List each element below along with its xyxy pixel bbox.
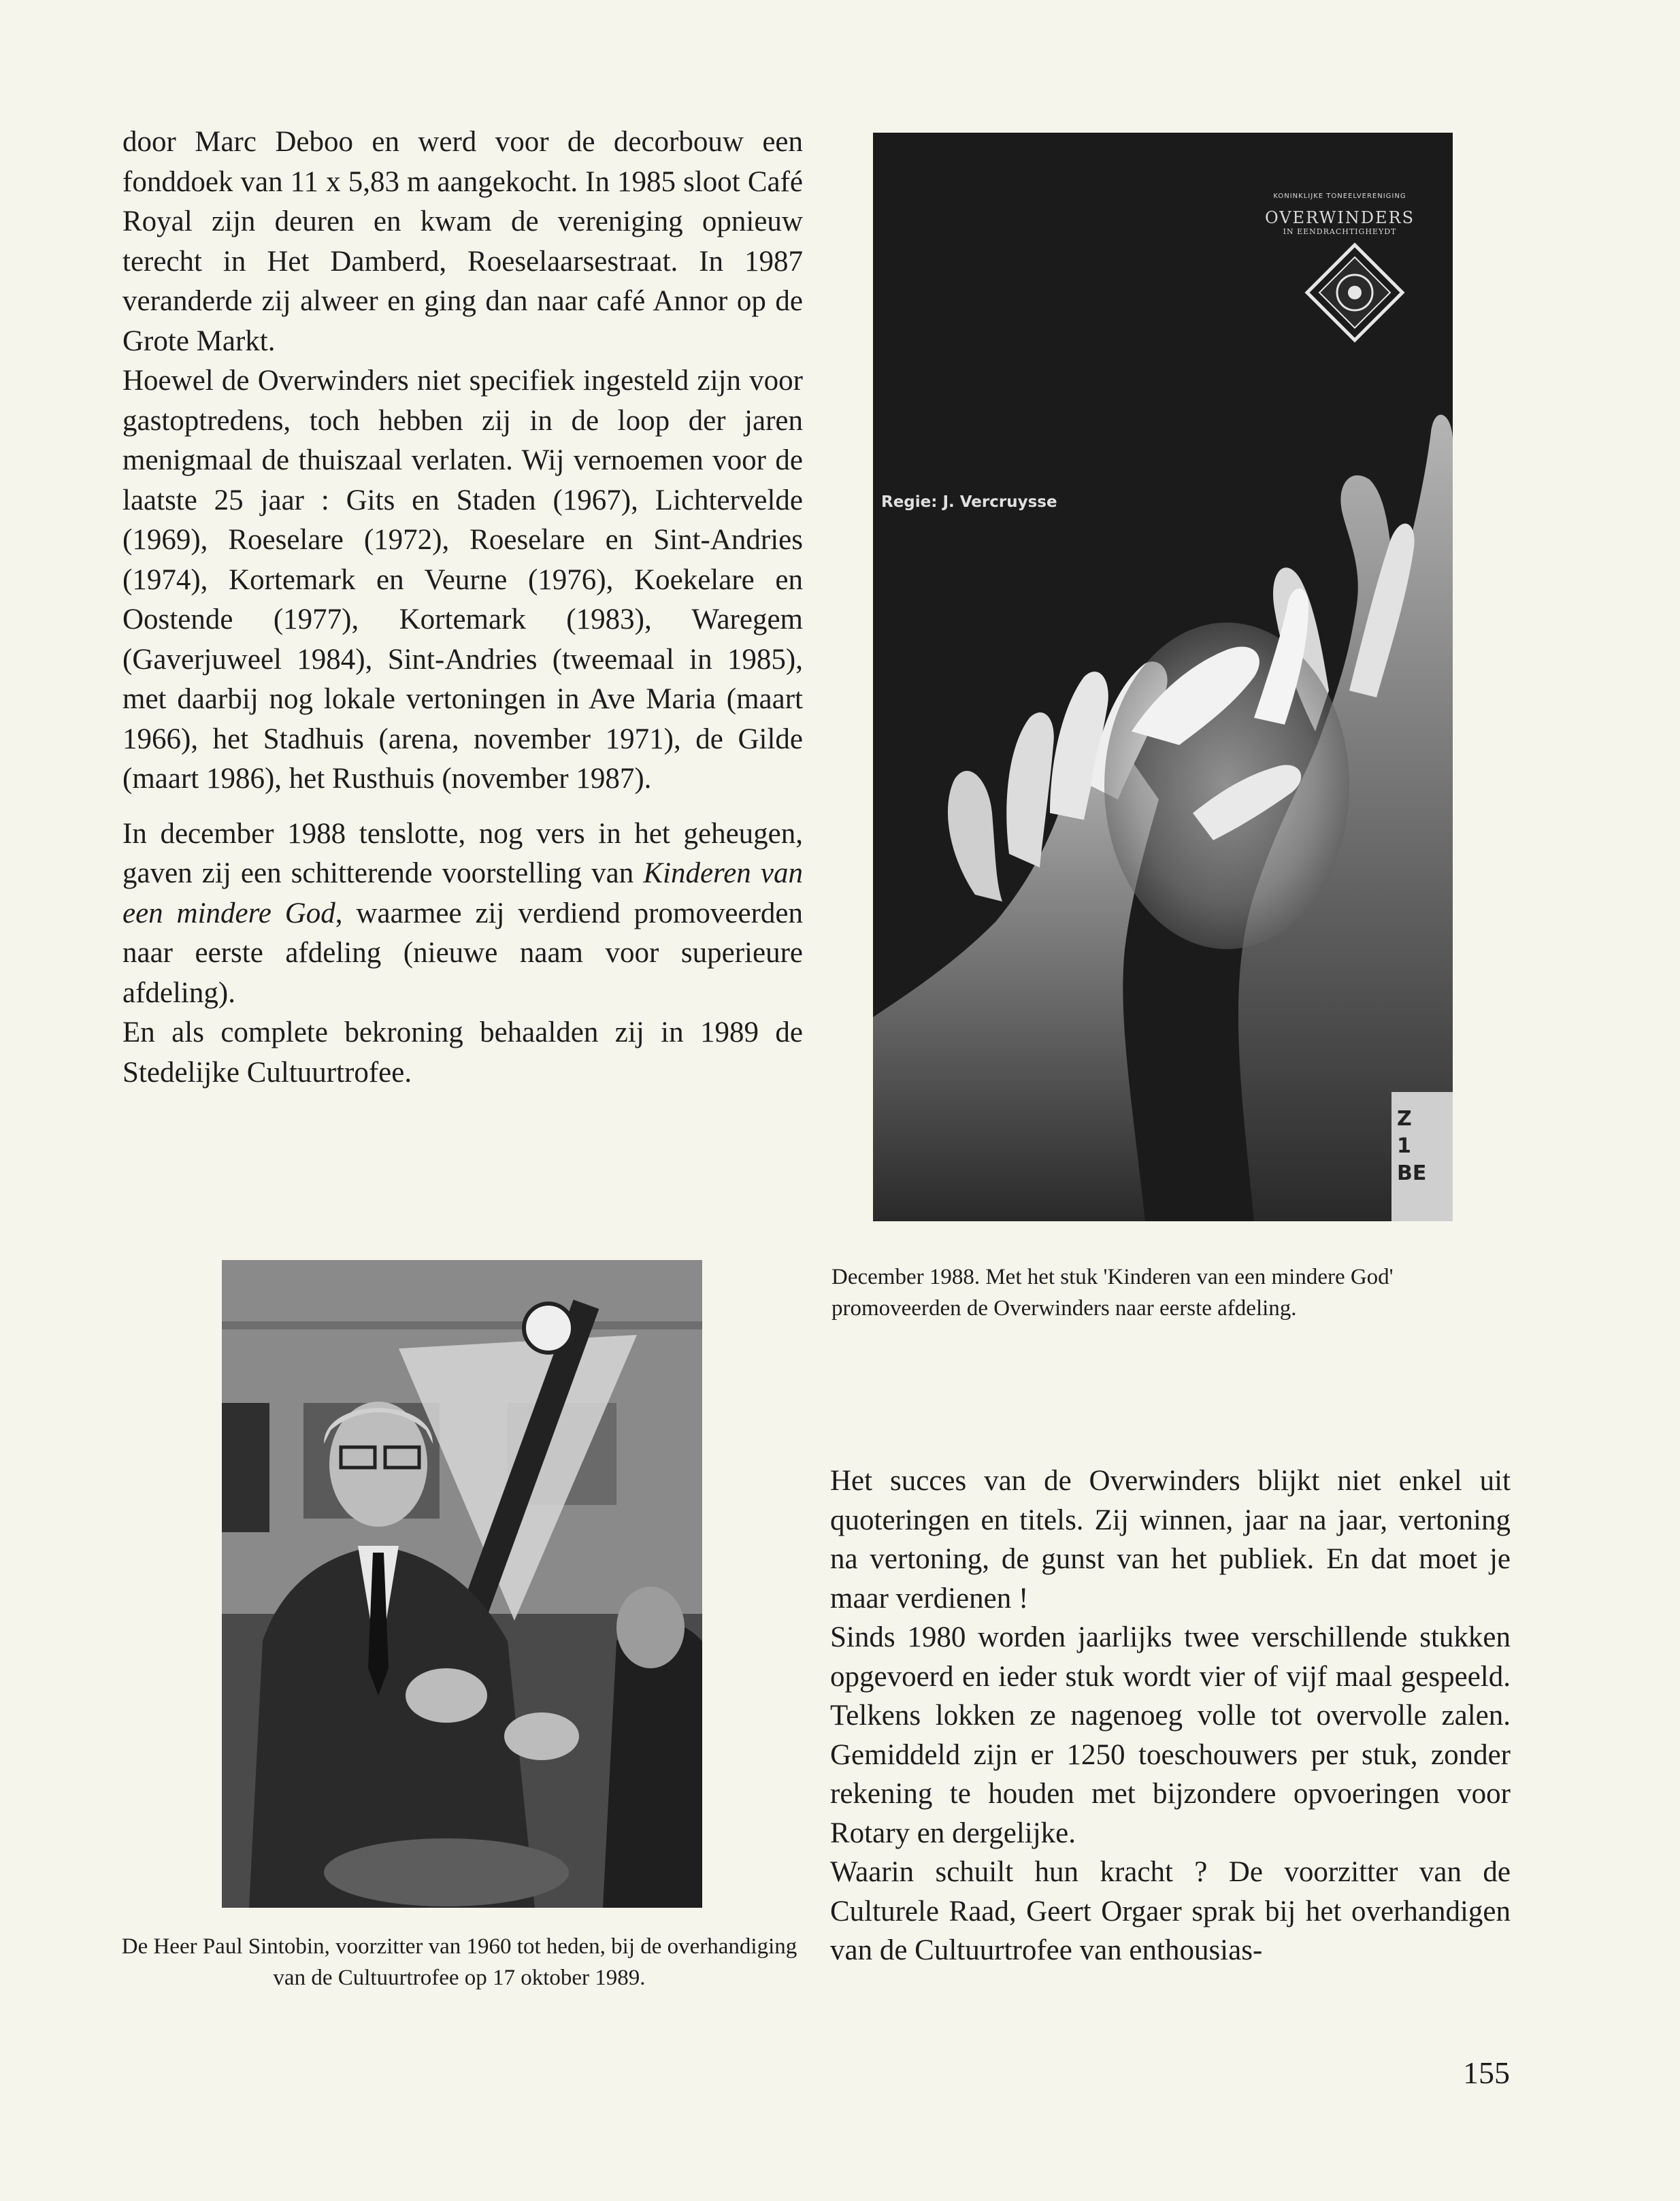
emblem-icon (1307, 245, 1402, 340)
hands-illustration (873, 133, 1453, 1221)
poster-fragment-3: BE (1397, 1161, 1427, 1185)
paragraph-guest-performances: Hoewel de Overwinders niet specifiek ingesteld zijn voor gastoptredens, toch hebben zij in de loop der jaren menigmaal de thuiszaal verlaten. Wij vernoemen voor de laatste 25 jaar : Gits en Staden (1967), Lichtervelde (1969), Roeselare (1972), Roeselare en Sint-Andries (1974), Kortemark en Veurne (1976), Koekelare en Oostende (1977), Kortemark (1983), Waregem (Gaverjuweel 1984), Sint-Andries (tweemaal in 1985), met daarbij nog lokale vertoningen in Ave Maria (maart 1966), het Stadhuis (arena, november 1971), de Gilde (maart 1986), het Rusthuis (november 1987). (122, 365, 803, 795)
poster-fragment-1: Z (1397, 1107, 1412, 1131)
right-column (830, 1461, 1511, 1970)
paragraph-strength: Waarin schuilt hun kracht ? De voorzitter van de Culturele Raad, Geert Orgaer sprak bij het overhandigen van de Cultuurtrofee van enthousias- (830, 1856, 1511, 1966)
photo-caption: De Heer Paul Sintobin, voorzitter van 1960 tot heden, bij de overhandiging van de Cultuurtrofee op 17 oktober 1989. (121, 1934, 797, 1990)
left-column (122, 122, 803, 1093)
paragraph-since-1980: Sinds 1980 worden jaarlijks twee verschillende stukken opgevoerd en ieder stuk wordt vier of vijf maal gespeeld. Telkens lokken ze nagenoeg volle tot overvolle zalen. Gemiddeld zijn er 1250 toeschouwers per stuk, zonder rekening te houden met bijzondere opvoeringen voor Rotary en dergelijke. (830, 1621, 1511, 1849)
poster-fragment-2: 1 (1397, 1134, 1411, 1158)
poster-subtitle: IN EENDRACHTIGHEYDT (1283, 227, 1397, 236)
paragraph-success: Het succes van de Overwinders blijkt niet enkel uit quoteringen en titels. Zij winnen, jaar na jaar, vertoning na vertoning, de gunst van het publiek. En dat moet je maar verdienen ! (830, 1465, 1511, 1615)
poster-title: OVERWINDERS (1264, 208, 1415, 227)
poster-header (1238, 193, 1442, 236)
paragraph-trophy: En als complete bekroning behaalden zij in 1989 de Stedelijke Cultuurtrofee. (122, 1016, 803, 1089)
trophy-photo (222, 1260, 702, 1908)
poster-corner-fragment (1391, 1092, 1453, 1221)
poster-caption: December 1988. Met het stuk 'Kinderen van een mindere God' promoveerden de Overwinders naar eerste afdeling. (831, 1265, 1394, 1321)
poster-image (873, 133, 1453, 1221)
poster-kicker: KONINKLIJKE TONEELVERENIGING (1273, 193, 1406, 200)
page-number: 155 (1463, 2055, 1510, 2090)
play-title: Kinderen van een mindere God (122, 857, 803, 929)
paragraph-venues: door Marc Deboo en werd voor de decorbouw een fonddoek van 11 x 5,83 m aangekocht. In 1985 sloot Café Royal zijn deuren en kwam de vereniging opnieuw terecht in Het Damberd, Roeselaarsestraat. In 1987 veranderde zij alweer en ging dan naar café Annor op de Grote Markt. (122, 126, 803, 357)
p3-text-after: , waarmee zij verdiend promoveerden naar eerste afdeling (nieuwe naam voor superieure afdeling). (122, 897, 803, 1009)
paragraph-december-1988 (122, 814, 803, 1014)
poster-director: Regie: J. Vercruysse (881, 493, 1057, 511)
p3-text-before: In december 1988 tenslotte, nog vers in het geheugen, gaven zij een schitterende voorstelling van (122, 817, 803, 889)
trophy-ceremony-illustration (222, 1260, 702, 1908)
